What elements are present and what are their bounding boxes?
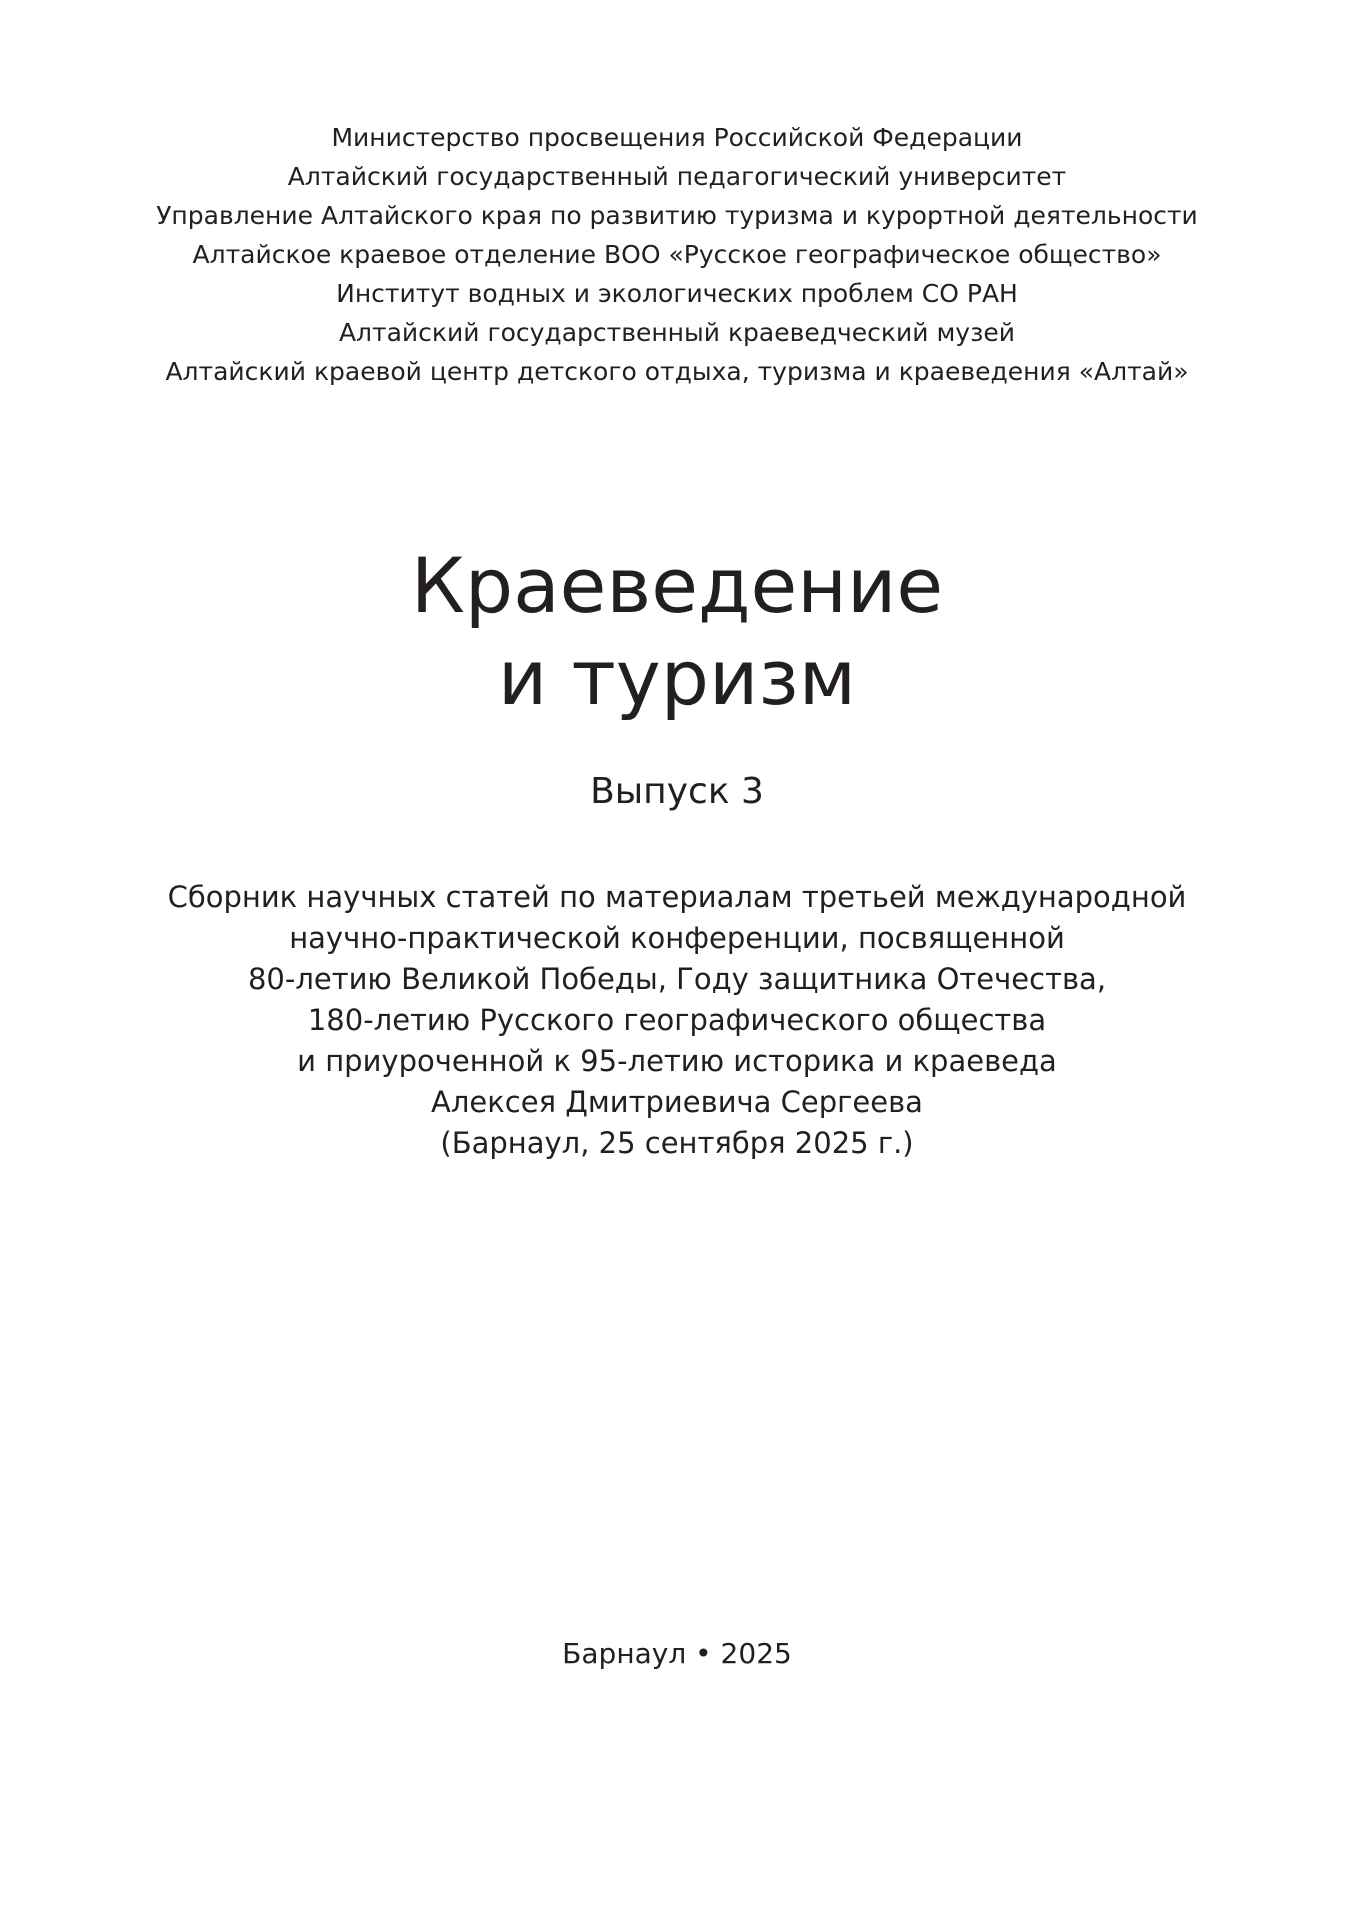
organization-line: Алтайский государственный краеведческий музей bbox=[338, 318, 1016, 347]
description-line: 180-летию Русского географического общества bbox=[307, 1003, 1047, 1037]
description-line: Алексея Дмитриевича Сергеева bbox=[431, 1085, 923, 1119]
description-line: Сборник научных статей по материалам третьей международной bbox=[167, 880, 1187, 914]
organization-line: Институт водных и экологических проблем СО РАН bbox=[336, 279, 1018, 308]
book-title-line-2: и туризм bbox=[497, 633, 857, 722]
description-line: 80-летию Великой Победы, Году защитника Отечества, bbox=[247, 962, 1107, 996]
book-title-line-1: Краеведение bbox=[410, 541, 944, 630]
collection-description bbox=[0, 877, 1354, 1164]
organization-line: Алтайский государственный педагогический университет bbox=[287, 162, 1067, 191]
book-title bbox=[0, 540, 1354, 724]
imprint-place-year: Барнаул • 2025 bbox=[562, 1637, 792, 1670]
issue-number: Выпуск 3 bbox=[590, 771, 764, 812]
organization-line: Министерство просвещения Российской Федерации bbox=[331, 123, 1023, 152]
organization-line: Управление Алтайского края по развитию туризма и курортной деятельности bbox=[156, 201, 1198, 230]
description-line: (Барнаул, 25 сентября 2025 г.) bbox=[440, 1126, 914, 1160]
description-line: научно-практической конференции, посвященной bbox=[289, 921, 1065, 955]
organization-line: Алтайский краевой центр детского отдыха, туризма и краеведения «Алтай» bbox=[165, 357, 1189, 386]
organizations-block bbox=[0, 118, 1354, 391]
organization-line: Алтайское краевое отделение ВОО «Русское географическое общество» bbox=[192, 240, 1162, 269]
description-line: и приуроченной к 95-летию историка и краеведа bbox=[297, 1044, 1057, 1078]
